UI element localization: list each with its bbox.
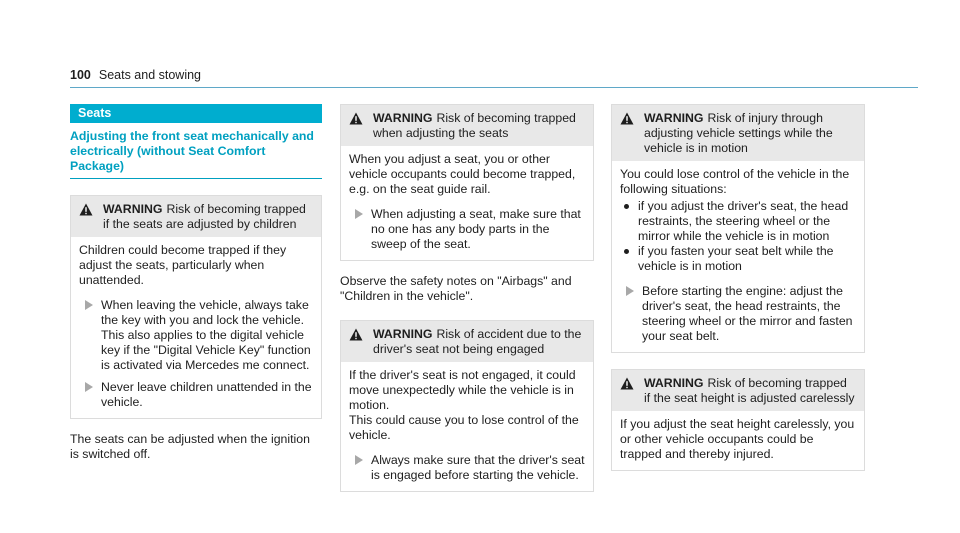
- bullet-item: [620, 244, 856, 274]
- warning-header: [612, 370, 864, 411]
- bullet-text: if you fasten your seat belt while the vehicle is in motion: [638, 244, 834, 273]
- warning-title-text: Risk of accident due to the driver's seat not being engaged: [373, 327, 582, 356]
- bullet-dot-icon: [624, 249, 630, 274]
- warning-keyword: WARNING: [103, 202, 163, 216]
- warning-triangle-icon: [349, 328, 367, 357]
- warning-box: [611, 369, 865, 471]
- warning-title-text: Risk of becoming trapped if the seat height is adjusted carelessly: [644, 376, 855, 405]
- step-text: Before starting the engine: adjust the driver's seat, the head restraints, the steering wheel or the mirror and fasten your seat belt.: [642, 284, 853, 343]
- warning-text: Children could become trapped if they adjust the seats, particularly when unattended.: [79, 243, 287, 287]
- warning-body: [612, 411, 864, 470]
- warning-triangle-icon: [620, 377, 638, 406]
- step-text: When adjusting a seat, make sure that no one has any body parts in the sweep of the seat.: [371, 207, 581, 251]
- step-list: [349, 453, 585, 483]
- warning-keyword: WARNING: [373, 327, 433, 341]
- bullet-dot-icon: [624, 204, 630, 244]
- step-item: [79, 380, 313, 410]
- step-item: [620, 284, 856, 344]
- warning-box: [340, 320, 594, 492]
- warning-text: If you adjust the seat height carelessly, you or other vehicle occupants could be trapped and thereby injured.: [620, 417, 855, 461]
- subheading: Adjusting the front seat mechanically and electrically (without Seat Comfort Package): [70, 129, 322, 179]
- warning-title: [103, 202, 313, 232]
- warning-title-text: Risk of injury through adjusting vehicle settings while the vehicle is in motion: [644, 111, 833, 155]
- section-title: Seats: [70, 104, 322, 123]
- warning-body: [71, 237, 321, 418]
- warning-keyword: WARNING: [644, 111, 704, 125]
- step-arrow-icon: [626, 286, 635, 344]
- warning-title: [644, 376, 856, 406]
- paragraph: The seats can be adjusted when the ignition is switched off.: [70, 432, 310, 461]
- step-arrow-icon: [355, 209, 364, 252]
- warning-box: [340, 104, 594, 261]
- warning-text: You could lose control of the vehicle in the following situations:: [620, 167, 850, 196]
- warning-body: [341, 362, 593, 491]
- step-text: Always make sure that the driver's seat is engaged before starting the vehicle.: [371, 453, 585, 482]
- column-1: [70, 104, 322, 462]
- step-list: [620, 284, 856, 344]
- step-list: [349, 207, 585, 252]
- column-2: [340, 104, 594, 492]
- step-item: [79, 298, 313, 373]
- step-text: When leaving the vehicle, always take the key with you and lock the vehicle. This also applies to the digital vehicle key if the "Digital Vehicle Key" function is activated via Mercedes me connect.: [101, 298, 311, 372]
- step-item: [349, 207, 585, 252]
- page-chapter-title: Seats and stowing: [98, 68, 202, 82]
- warning-title: [373, 111, 585, 141]
- bullet-text: if you adjust the driver's seat, the head restraints, the steering wheel or the mirror while the vehicle is in motion: [638, 199, 849, 243]
- bullet-list: [620, 199, 856, 274]
- warning-box: [70, 195, 322, 419]
- warning-triangle-icon: [79, 203, 97, 232]
- warning-title-text: Risk of becoming trapped if the seats are adjusted by children: [103, 202, 306, 231]
- warning-body: [612, 161, 864, 352]
- column-3: [611, 104, 865, 471]
- warning-text: This could cause you to lose control of the vehicle.: [349, 413, 579, 442]
- warning-text: If the driver's seat is not engaged, it could move unexpectedly while the vehicle is in motion.: [349, 368, 576, 412]
- step-arrow-icon: [85, 382, 94, 410]
- step-arrow-icon: [355, 455, 364, 483]
- warning-keyword: WARNING: [373, 111, 433, 125]
- warning-title: [644, 111, 856, 156]
- step-arrow-icon: [85, 300, 94, 373]
- step-item: [349, 453, 585, 483]
- page-header: [70, 68, 918, 88]
- warning-body: [341, 146, 593, 260]
- warning-title-text: Risk of becoming trapped when adjusting the seats: [373, 111, 576, 140]
- step-list: [79, 298, 313, 410]
- warning-triangle-icon: [349, 112, 367, 141]
- warning-header: [341, 321, 593, 362]
- warning-keyword: WARNING: [644, 376, 704, 390]
- warning-header: [612, 105, 864, 161]
- warning-box: [611, 104, 865, 353]
- page-number: 100: [70, 68, 91, 82]
- warning-header: [71, 196, 321, 237]
- warning-text: When you adjust a seat, you or other vehicle occupants could become trapped, e.g. on the seat guide rail.: [349, 152, 576, 196]
- step-text: Never leave children unattended in the vehicle.: [101, 380, 312, 409]
- paragraph: Observe the safety notes on "Airbags" and "Children in the vehicle".: [340, 274, 572, 303]
- warning-title: [373, 327, 585, 357]
- warning-header: [341, 105, 593, 146]
- bullet-item: [620, 199, 856, 244]
- warning-triangle-icon: [620, 112, 638, 156]
